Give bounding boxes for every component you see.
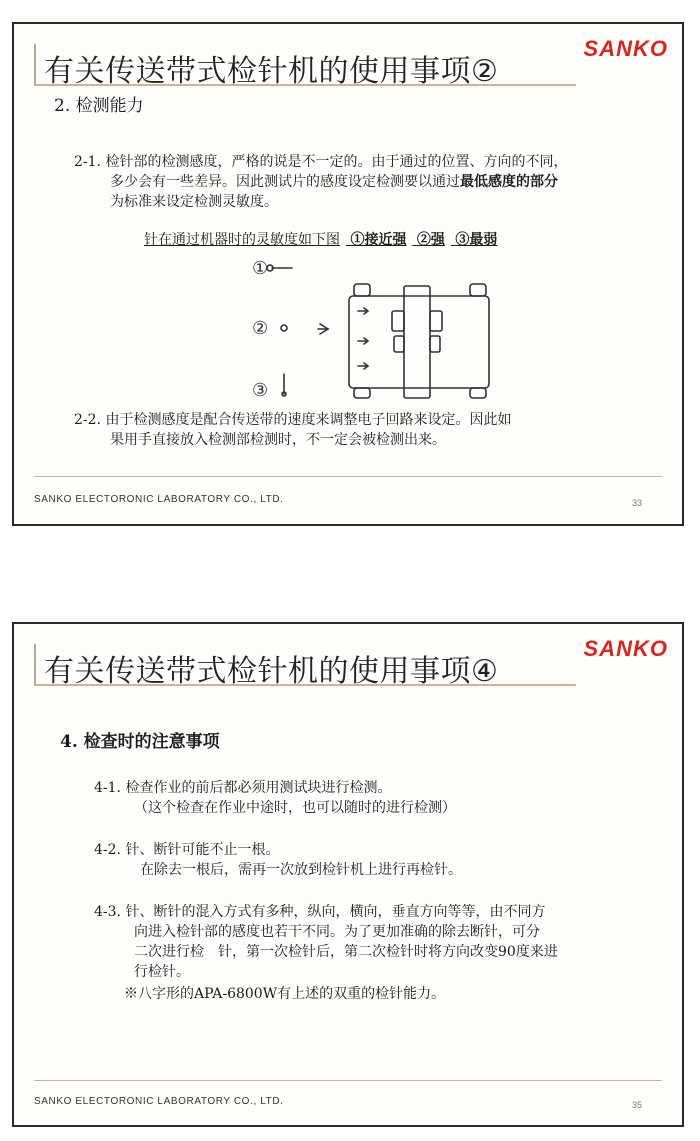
figure-caption — [144, 229, 503, 249]
paragraph-4-3-note: ※八字形的APA-6800W有上述的双重的检针能力。 — [124, 986, 446, 1002]
paragraph-4-3-line1: 4-3. 针、断针的混入方式有多种，纵向，横向，垂直方向等等，由不同方 — [94, 904, 546, 920]
title-bar — [34, 44, 576, 89]
slide-title: 有关传送带式检针机的使用事项④ — [44, 654, 499, 689]
paragraph-4-2-line1: 4-2. 针、断针可能不止一根。 — [94, 842, 280, 858]
paragraph-4-3-line2: 向进入检针部的感度也若干不同。为了更加准确的除去断针，可分 — [134, 924, 540, 940]
paragraph-4-2-line2: 在除去一根后，需再一次放到检针机上进行再检针。 — [140, 862, 462, 878]
paragraph-2-1-line1: 2-1. 检针部的检测感度，严格的说是不一定的。由于通过的位置、方向的不同， — [74, 154, 568, 170]
level-close-strong: ①接近强 — [350, 232, 407, 248]
needle-end-on-icon — [281, 325, 287, 331]
level-strong: ②强 — [416, 232, 445, 248]
section-heading: 4. 检查时的注意事项 — [60, 732, 220, 752]
detector-head — [404, 286, 430, 398]
slide-page-35 — [12, 622, 684, 1127]
conveyor-body — [349, 296, 489, 388]
page-number: 35 — [631, 1100, 642, 1110]
page-number: 33 — [631, 498, 642, 508]
marker-3: ③ — [252, 380, 269, 401]
footer-company: SANKO ELECTORONIC LABORATORY CO., LTD. — [34, 494, 284, 505]
figure-caption-text: 针在通过机器时的灵敏度如下图 — [144, 232, 340, 248]
title-bar — [34, 644, 576, 689]
emphasis-lowest-sensitivity: 最低感度的部分 — [460, 174, 558, 190]
level-weakest: ③最弱 — [455, 232, 498, 248]
sanko-logo: SANKO — [583, 636, 668, 661]
paragraph-2-2-line1: 2-2. 由于检测感度是配合传送带的速度来调整电子回路来设定。因此如 — [74, 412, 512, 428]
paragraph-4-1-line1: 4-1. 检查作业的前后都必须用测试块进行检测。 — [94, 780, 392, 796]
slide-page-33 — [12, 22, 684, 526]
paragraph-2-1-line2: 多少会有一些差异。因此测试片的感度设定检测要以通过最低感度的部分 — [110, 174, 558, 190]
paragraph-4-1-line2: （这个检查在作业中途时，也可以随时的进行检测） — [134, 800, 456, 816]
paragraph-4-3-line4: 行检针。 — [134, 964, 190, 980]
sanko-logo: SANKO — [583, 36, 668, 61]
marker-2: ② — [252, 318, 269, 339]
slide-title: 有关传送带式检针机的使用事项② — [44, 54, 499, 89]
paragraph-2-2-line2: 果用手直接放入检测部检测时，不一定会被检测出来。 — [110, 432, 446, 448]
sensitivity-diagram — [244, 256, 504, 402]
footer-rule — [34, 476, 662, 477]
paragraph-4-3-line3: 二次进行检 针，第一次检针后，第二次检针时将方向改变90度来进 — [134, 944, 558, 960]
marker-1: ① — [252, 258, 269, 279]
section-heading: 2. 检测能力 — [54, 96, 144, 116]
footer-rule — [34, 1080, 662, 1081]
paragraph-2-1-line3: 为标准来设定检测灵敏度。 — [110, 194, 278, 210]
footer-company: SANKO ELECTORONIC LABORATORY CO., LTD. — [34, 1096, 284, 1107]
